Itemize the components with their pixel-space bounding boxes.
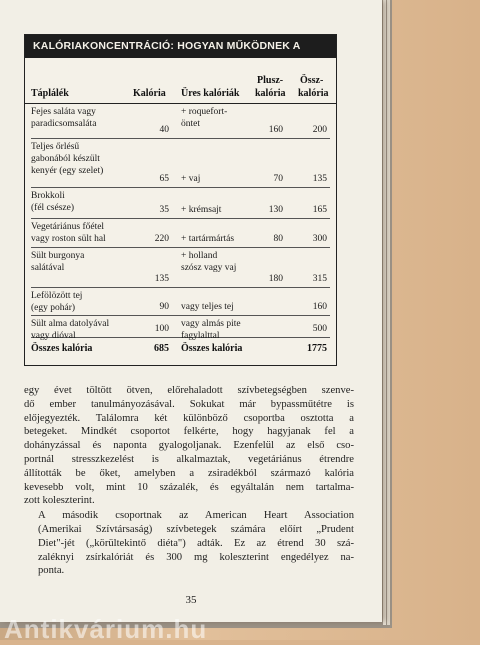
text-line: zaléknyi zsírkalóriát és 300 mg koleszterint engedélyez na- (38, 551, 354, 563)
total-calories: 685 (154, 343, 169, 354)
food-cell (31, 290, 141, 314)
empty-calorie-cell-line: szósz vagy vaj (181, 263, 237, 273)
total-calorie-cell: 500 (312, 324, 327, 334)
watermark: Antikvárium.hu (4, 614, 208, 644)
table-row (31, 187, 330, 219)
table-row (31, 247, 330, 288)
empty-calorie-cell (181, 301, 261, 313)
empty-calorie-cell-line: fagylalttal (181, 331, 220, 341)
plus-calorie-cell: 80 (273, 234, 283, 244)
page-number: 35 (185, 594, 197, 606)
food-cell-line: gabonából készült (31, 154, 100, 164)
food-cell (31, 250, 141, 274)
food-cell-line: (fél csésze) (31, 203, 74, 213)
plus-calorie-cell: 160 (268, 125, 283, 135)
empty-calorie-cell-line: + tartármártás (181, 234, 235, 244)
food-cell-line: Lefölözött tej (31, 291, 83, 301)
total-calorie-cell: 135 (312, 174, 327, 184)
paragraph-2 (24, 509, 354, 578)
table-row (31, 218, 330, 248)
header-total-line1: Össz- (300, 75, 324, 86)
text-line: dohányzással és naponta gyalogoljanak. Ezenfelül az első cso- (24, 440, 354, 452)
food-cell-line: kenyér (egy szelet) (31, 166, 104, 176)
table-row (31, 138, 330, 188)
food-cell-line: paradicsomsaláta (31, 119, 97, 129)
body-text (24, 384, 354, 578)
calorie-cell: 65 (159, 174, 169, 184)
calorie-cell: 35 (159, 205, 169, 215)
text-line: betegeket. Mindkét csoportot felkérte, hogy hagyjanak fel a (24, 426, 354, 438)
total-calorie-cell: 315 (312, 274, 327, 284)
text-line: zott koleszterint. (24, 495, 95, 507)
empty-calorie-cell-line: + holland (181, 251, 218, 261)
text-line: előjegyezték. Találomra két különböző csoportba osztotta a (24, 412, 354, 424)
text-line: portnál stresszkezelést is alkalmaztak, vegetáriánus étrendre (24, 453, 354, 465)
food-cell-line: Vegetáriánus főétel (31, 222, 105, 232)
food-cell-line: (egy pohár) (31, 303, 76, 313)
table-row (31, 287, 330, 316)
page-stack-edge (387, 0, 390, 625)
food-cell-line: salátával (31, 263, 65, 273)
text-line: kevesebb volt, mint 10 százalék, és egyáltalán nem tartalma- (24, 481, 354, 493)
header-food: Táplálék (31, 88, 69, 99)
calorie-table-box (24, 34, 337, 366)
empty-calorie-cell (181, 204, 261, 216)
header-plus-line1: Plusz- (257, 75, 284, 86)
plus-calorie-cell: 70 (273, 174, 283, 184)
table-column-headers (25, 71, 336, 104)
food-cell (31, 221, 141, 245)
table-title: KALÓRIAKONCENTRÁCIÓ: HOGYAN MŰKÖDNEK A ZSÍROK? (25, 35, 336, 58)
empty-calorie-cell (181, 173, 261, 185)
header-empty-calories: Üres kalóriák (181, 88, 240, 99)
empty-calorie-cell-line: öntet (181, 119, 200, 129)
text-line: állították be őket, amelyben a zsiradékból származó kalória (24, 467, 354, 479)
text-line: A második csoportnak az American Heart Association (38, 510, 354, 522)
table-row (31, 103, 330, 139)
empty-calorie-cell (181, 233, 261, 245)
food-cell-line: Brokkoli (31, 191, 65, 201)
total-calorie-cell: 160 (312, 302, 327, 312)
total-calorie-cell: 165 (312, 205, 327, 215)
empty-calorie-cell-line: vagy almás pite (181, 319, 241, 329)
total-sum: 1775 (307, 343, 327, 354)
header-plus-line2: kalória (255, 88, 286, 99)
paragraph-1 (24, 384, 354, 508)
text-line: (Amerikai Szívtársaság) szívbetegek számára előírt „Prudent (38, 523, 354, 535)
text-line: ponta. (38, 565, 65, 577)
calorie-cell: 40 (159, 125, 169, 135)
table-row (31, 315, 330, 341)
empty-calorie-cell (181, 250, 261, 274)
header-calories: Kalória (133, 88, 166, 99)
text-line: egy évet töltött ötven, előrehaladott szívbetegségben szenve- (24, 385, 354, 396)
page-stack-edge (383, 0, 386, 625)
total-calorie-cell: 200 (312, 125, 327, 135)
empty-calorie-cell (181, 106, 261, 130)
empty-calorie-cell-line: vagy teljes tej (181, 302, 234, 312)
table-total-row (31, 337, 330, 363)
total-label: Összes kalória (31, 343, 93, 354)
food-cell (31, 141, 141, 177)
food-cell-line: vagy roston sült hal (31, 234, 106, 244)
food-cell (31, 106, 141, 130)
food-cell-line: vagy dióval (31, 331, 76, 341)
text-line: dő ember tanulmányozásával. Sokukat már bypassműtétre is (24, 398, 354, 410)
food-cell-line: Sült alma datolyával (31, 319, 110, 329)
plus-calorie-cell: 180 (268, 274, 283, 284)
empty-calorie-cell-line: + roquefort- (181, 107, 228, 117)
plus-calorie-cell: 130 (268, 205, 283, 215)
food-cell (31, 190, 141, 214)
food-cell-line: Sült burgonya (31, 251, 85, 261)
calorie-cell: 135 (154, 274, 169, 284)
total-empty-label: Összes kalória (181, 343, 243, 354)
text-line: Diet"-jét („körültekintő diéta") adták. Ez az étrend 30 szá- (38, 537, 354, 549)
total-calorie-cell: 300 (312, 234, 327, 244)
calorie-cell: 100 (154, 324, 169, 334)
food-cell-line: Teljes őrlésű (31, 142, 80, 152)
empty-calorie-cell-line: + vaj (181, 174, 201, 184)
calorie-cell: 220 (154, 234, 169, 244)
empty-calorie-cell-line: + krémsajt (181, 205, 222, 215)
header-total-line2: kalória (298, 88, 329, 99)
calorie-cell: 90 (159, 302, 169, 312)
food-cell-line: Fejes saláta vagy (31, 107, 96, 117)
